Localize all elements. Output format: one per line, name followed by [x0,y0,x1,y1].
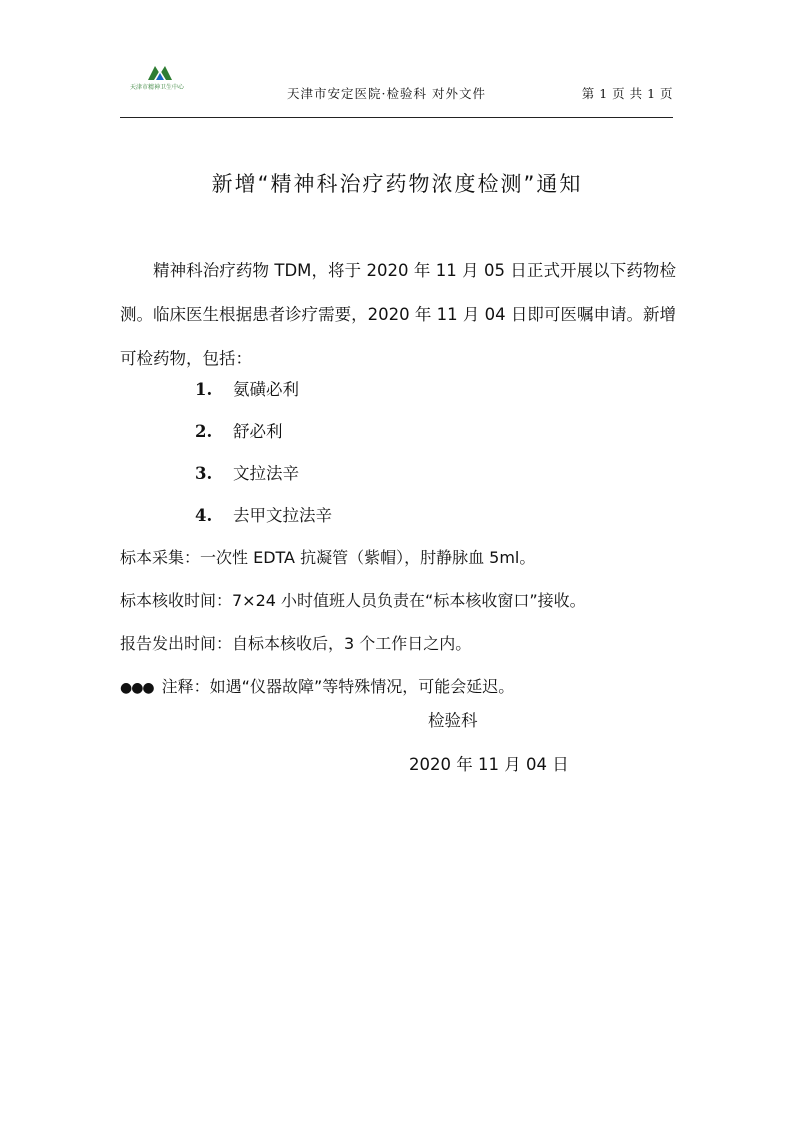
signature-department: 检验科 [428,711,478,730]
drug-number: 1. [195,380,213,399]
logo-mountain-icon [130,62,190,84]
info-section [120,536,680,710]
drug-name: 去甲文拉法辛 [233,506,332,525]
drug-name: 氨磺必利 [233,380,299,399]
hospital-logo [130,62,190,92]
drug-number: 3. [195,464,213,483]
drug-name: 舒必利 [233,422,283,441]
note-text: 注释：如遇“仪器故障”等特殊情况，可能会延迟。 [161,677,515,696]
page-number: 第 1 页 共 1 页 [581,86,673,101]
header-title: 天津市安定医院·检验科 对外文件 [287,86,486,101]
intro-paragraph [120,249,676,381]
page-header [120,60,673,120]
specimen-collection [120,536,680,579]
drug-number: 4. [195,506,213,525]
report-time [120,622,680,665]
drug-list [195,369,332,537]
list-item [195,495,332,537]
list-item [195,369,332,411]
specimen-text: 标本采集：一次性 EDTA 抗凝管（紫帽），肘静脉血 5ml。 [120,548,536,567]
drug-name: 文拉法辛 [233,464,299,483]
signature-date: 2020 年 11 月 04 日 [409,755,569,774]
bullet-dots-icon: ●●● [120,680,154,696]
document-title: 新增“精神科治疗药物浓度检测”通知 [211,172,583,196]
header-divider [120,117,673,118]
receive-time [120,579,680,622]
note-line [120,665,680,710]
drug-number: 2. [195,422,213,441]
list-item [195,453,332,495]
report-time-text: 报告发出时间：自标本核收后，3 个工作日之内。 [120,634,472,653]
intro-text: 精神科治疗药物 TDM，将于 2020 年 11 月 05 日正式开展以下药物检测。临床医生根据患者诊疗需要，2020 年 11 月 04 日即可医嘱申请。新增可检药物，包括： [120,261,676,368]
logo-text: 天津市精神卫生中心 [130,84,185,91]
receive-time-text: 标本核收时间：7×24 小时值班人员负责在“标本核收窗口”接收。 [120,591,586,610]
list-item [195,411,332,453]
